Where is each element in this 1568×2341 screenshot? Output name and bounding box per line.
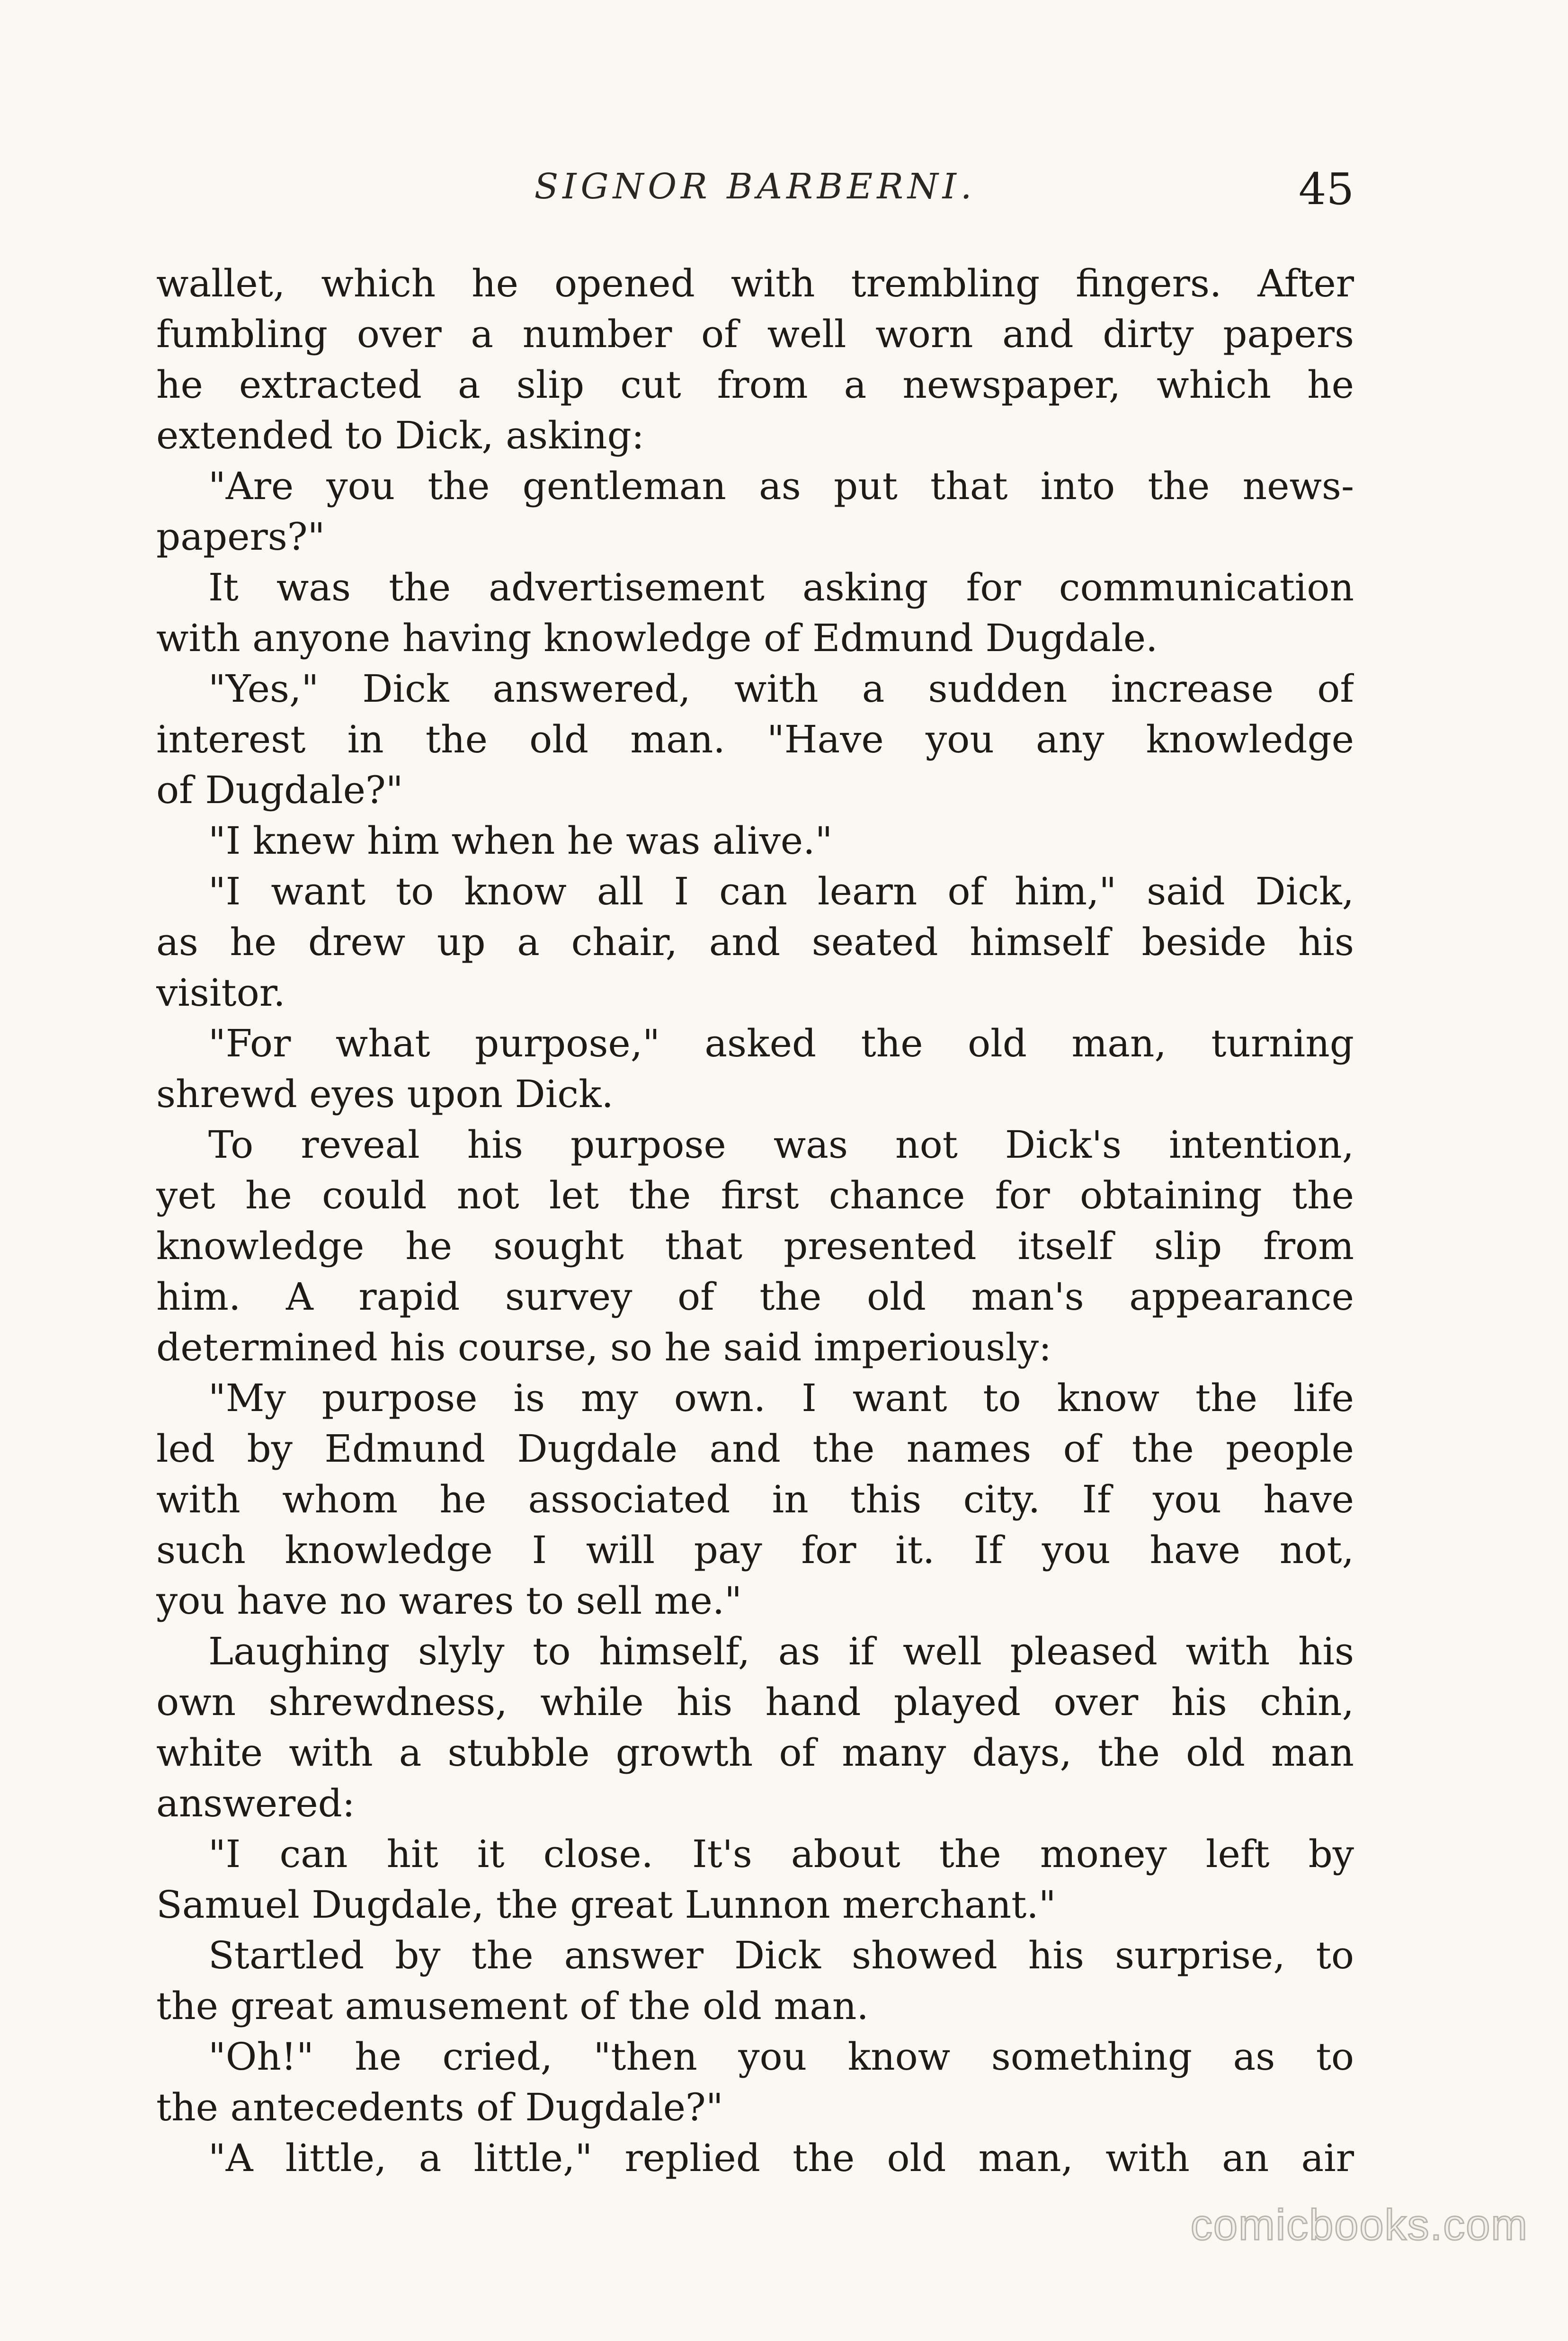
- text-line: shrewd eyes upon Dick.: [156, 1072, 614, 1116]
- text-line: with anyone having knowledge of Edmund Dugdale.: [156, 616, 1158, 660]
- text-line: Laughing slyly to himself, as if well pleased with his: [208, 1629, 1354, 1673]
- text-line: the antecedents of Dugdale?": [156, 2085, 723, 2129]
- text-line: led by Edmund Dugdale and the names of the people: [156, 1427, 1354, 1471]
- text-line: wallet, which he opened with trembling fingers. After: [156, 261, 1354, 305]
- body-text: [156, 258, 1354, 2183]
- text-line: him. A rapid survey of the old man's appearance: [156, 1275, 1354, 1319]
- text-line: fumbling over a number of well worn and dirty papers: [156, 312, 1354, 356]
- text-line: "Yes," Dick answered, with a sudden increase of: [208, 667, 1354, 711]
- text-line: with whom he associated in this city. If you have: [156, 1477, 1354, 1521]
- running-head: [156, 163, 1354, 220]
- text-line: extended to Dick, asking:: [156, 413, 644, 457]
- text-line: interest in the old man. "Have you any knowledge: [156, 717, 1354, 761]
- text-line: visitor.: [156, 971, 285, 1015]
- text-line: white with a stubble growth of many days, the old man: [156, 1731, 1354, 1775]
- text-line: "I want to know all I can learn of him," said Dick,: [208, 869, 1354, 913]
- running-title: SIGNOR BARBERNI.: [534, 166, 976, 207]
- text-line: Samuel Dugdale, the great Lunnon merchant.": [156, 1883, 1056, 1927]
- text-line: he extracted a slip cut from a newspaper, which he: [156, 363, 1354, 407]
- text-line: "For what purpose," asked the old man, turning: [208, 1021, 1354, 1065]
- text-line: To reveal his purpose was not Dick's intention,: [208, 1123, 1354, 1167]
- text-line: Startled by the answer Dick showed his surprise, to: [208, 1933, 1354, 1977]
- text-line: you have no wares to sell me.": [156, 1579, 742, 1623]
- text-line: "My purpose is my own. I want to know the life: [208, 1376, 1354, 1420]
- watermark: comicbooks.com: [1190, 2201, 1528, 2249]
- text-line: It was the advertisement asking for communication: [208, 565, 1354, 609]
- text-line: "I can hit it close. It's about the money left by: [208, 1832, 1354, 1876]
- text-line: own shrewdness, while his hand played over his chin,: [156, 1680, 1354, 1724]
- text-line: "Are you the gentleman as put that into the news-: [208, 464, 1354, 508]
- text-line: yet he could not let the first chance for obtaining the: [156, 1173, 1354, 1217]
- text-line: "Oh!" he cried, "then you know something as to: [208, 2035, 1354, 2079]
- page-number: 45: [1298, 164, 1354, 214]
- text-line: determined his course, so he said imperiously:: [156, 1325, 1052, 1369]
- text-line: "I knew him when he was alive.": [208, 819, 833, 863]
- text-line: the great amusement of the old man.: [156, 1984, 869, 2028]
- text-line: such knowledge I will pay for it. If you have not,: [156, 1528, 1354, 1572]
- text-line: as he drew up a chair, and seated himself beside his: [156, 920, 1354, 964]
- text-line: papers?": [156, 515, 325, 559]
- text-line: "A little, a little," replied the old man, with an air: [208, 2136, 1354, 2180]
- text-line: of Dugdale?": [156, 768, 403, 812]
- text-line: answered:: [156, 1781, 355, 1825]
- text-line: knowledge he sought that presented itself slip from: [156, 1224, 1354, 1268]
